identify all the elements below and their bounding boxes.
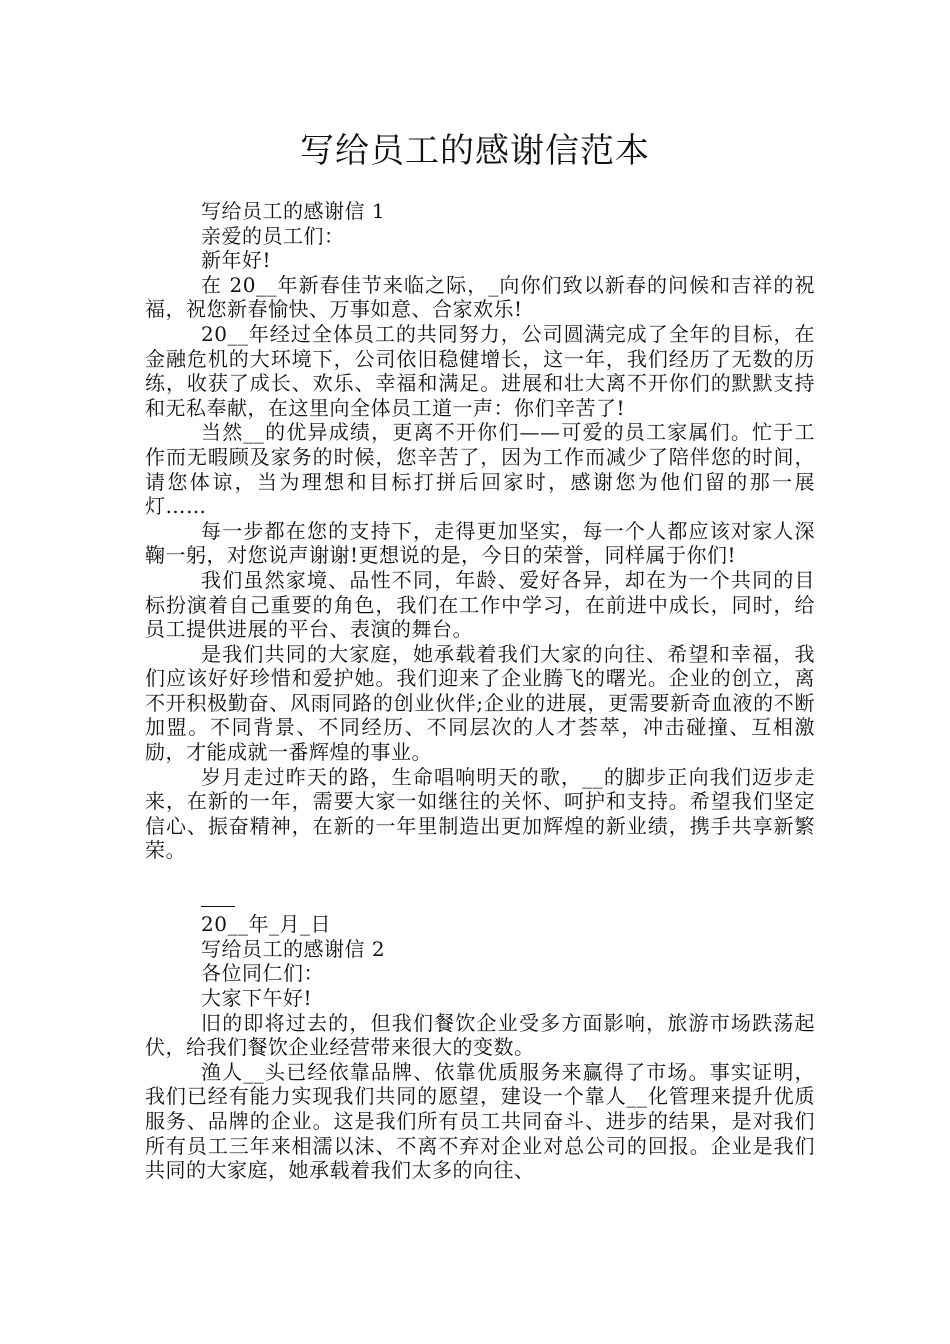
letter1-paragraph: 20__年经过全体员工的共同努力，公司圆满完成了全年的目标，在金融危机的大环境下，公司依旧稳健增长，这一年，我们经历了无数的历练，收获了成长、欢乐、幸福和满足。进展和壮大离不开你们的默默支持和无私奉献，在这里向全体员工道一声：你们辛苦了! [145, 321, 815, 420]
blank-line [145, 863, 815, 888]
letter1-salutation: 亲爱的员工们： [201, 223, 345, 248]
letter1-paragraph: 在 20__年新春佳节来临之际，_向你们致以新春的问候和吉祥的祝福，祝您新春愉快、万事如意、合家欢乐! [145, 272, 815, 322]
letter1-heading: 写给员工的感谢信 1 [201, 199, 386, 223]
letter1-date: 20__年_月_日 [201, 912, 331, 937]
letter1-paragraph: 当然__的优异成绩，更离不开你们——可爱的员工家属们。忙于工作而无暇顾及家务的时候，您辛苦了，因为工作而减少了陪伴您的时间，请您体谅，当为理想和目标打拼后回家时，感谢您为他们留的那一展灯…… [145, 420, 815, 519]
document-body [145, 199, 815, 1183]
letter1-paragraph: 每一步都在您的支持下，走得更加坚实，每一个人都应该对家人深鞠一躬，对您说声谢谢!更想说的是，今日的荣誉，同样属于你们! [145, 518, 815, 568]
letter1-paragraph: 岁月走过昨天的路，生命唱响明天的歌，__的脚步正向我们迈步走来，在新的一年，需要大家一如继往的关怀、呵护和支持。希望我们坚定信心、振奋精神，在新的一年里制造出更加辉煌的新业绩，携手共享新繁荣。 [145, 764, 815, 863]
letter1-paragraph: 我们虽然家境、品性不同，年龄、爱好各异，却在为一个共同的目标扮演着自己重要的角色，我们在工作中学习，在前进中成长，同时，给员工提供进展的平台、表演的舞台。 [145, 567, 815, 642]
letter2-salutation: 各位同仁们： [201, 961, 324, 986]
letter1-greeting: 新年好! [201, 248, 272, 273]
letter1-paragraph: 是我们共同的大家庭，她承载着我们大家的向往、希望和幸福，我们应该好好珍惜和爱护她。我们迎来了企业腾飞的曙光。企业的创立，离不开积极勤奋、风雨同路的创业伙伴;企业的进展，更需要新奇血液的不断加盟。不同背景、不同经历、不同层次的人才荟萃，冲击碰撞、互相激励，才能成就一番辉煌的事业。 [145, 641, 815, 765]
signature-underline [201, 892, 235, 907]
signature-blank [145, 888, 815, 913]
document-title: 写给员工的感谢信范本 [300, 131, 650, 171]
letter2-paragraph: 旧的即将过去的，但我们餐饮企业受多方面影响，旅游市场跌荡起伏，给我们餐饮企业经营带来很大的变数。 [145, 1010, 815, 1060]
letter2-paragraph: 渔人__头已经依靠品牌、依靠优质服务来赢得了市场。事实证明，我们已经有能力实现我们共同的愿望，建设一个靠人__化管理来提升优质服务、品牌的企业。这是我们所有员工共同奋斗、进步的结果，是对我们所有员工三年来相濡以沫、不离不弃对企业对总公司的回报。企业是我们共同的大家庭，她承载着我们太多的向往、 [145, 1059, 815, 1183]
letter2-greeting: 大家下午好! [201, 986, 313, 1010]
letter2-heading: 写给员工的感谢信 2 [201, 936, 386, 961]
